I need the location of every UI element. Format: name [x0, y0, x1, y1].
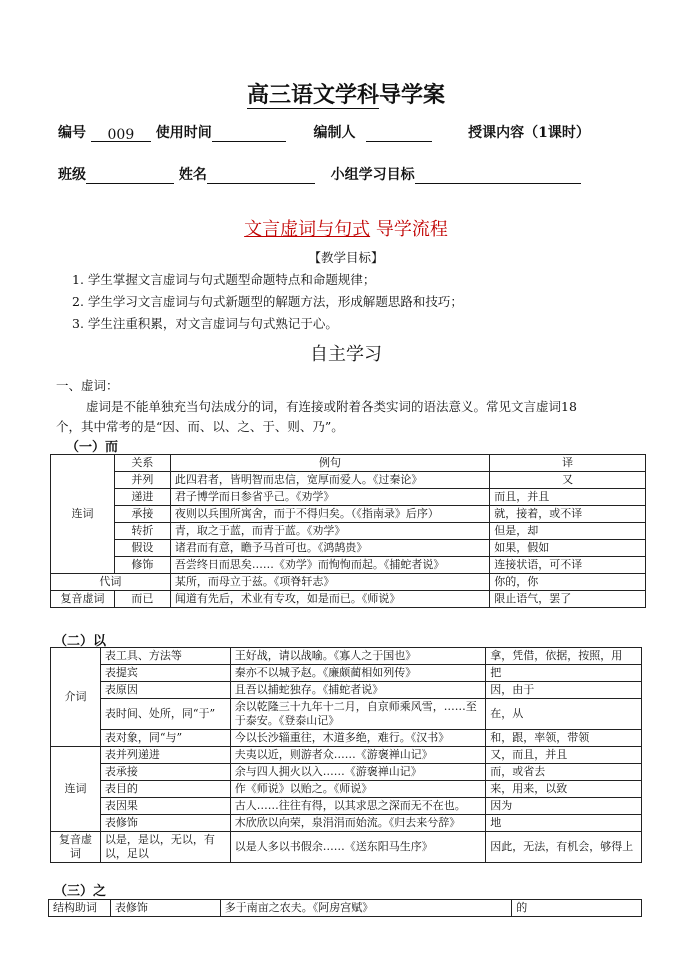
table-row: 复音虚词 而已 闻道有先后，术业有专攻，如是而已。《师说》 限止语气，罢了	[51, 591, 646, 608]
meta-row-1	[58, 122, 590, 142]
table-row: 连词 表并列递进 夫夷以近，则游者众……《游褒禅山记》 又，而且，并且	[51, 747, 642, 764]
table-header-row	[51, 455, 646, 472]
table-row: 表原因 且吾以捕蛇独存。《捕蛇者说》 因，由于	[51, 682, 642, 699]
name-label: 姓名	[178, 167, 207, 183]
table-row: 转折 青，取之于蓝，而青于蓝。《劝学》 但是，却	[51, 523, 646, 540]
goal-item: 2. 学生学习文言虚词与句式新题型的解题方法，形成解题思路和技巧；	[72, 294, 463, 309]
document-title: 高三语文学科导学案	[246, 82, 446, 108]
table-row: 代词 某所，而母立于兹。《项脊轩志》 你的，你	[51, 574, 646, 591]
group-label: 连词	[51, 455, 115, 574]
group-label: 介词	[51, 648, 101, 747]
table-row: 表提宾 秦亦不以城予赵。《廉颇蔺相如列传》 把	[51, 665, 642, 682]
table-row: 递进 君子博学而日参省乎己。《劝学》 而且，并且	[51, 489, 646, 506]
class-label: 班级	[58, 167, 86, 183]
content-label: 授课内容（1课时）	[468, 125, 590, 141]
code-label: 编号	[58, 125, 86, 141]
subsection-yi-label: （二）以	[54, 634, 107, 649]
table-row: 表对象，同“与” 今以长沙辎重往，木道多绝，难行。《汉书》 和，跟，率领，带领	[51, 730, 642, 747]
table-row: 表承接 余与四人拥火以入……《游褒禅山记》 而，或省去	[51, 764, 642, 781]
subsection-zhi-label: （三）之	[54, 884, 107, 899]
editor-field[interactable]	[366, 127, 432, 142]
table-row: 介词 表工具、方法等 王好战，请以战喻。《寡人之于国也》 拿，凭借，依据，按照，用	[51, 648, 642, 665]
group-label: 复音虚词	[51, 832, 101, 863]
goals-heading: 【教学目标】	[308, 250, 384, 265]
table-row: 表因果 古人……往往有得，以其求思之深而无不在也。 因为	[51, 798, 642, 815]
group-label: 连词	[51, 747, 101, 832]
column-header: 例句	[170, 455, 489, 472]
subsection-er-label: （一）而	[66, 440, 119, 455]
code-field[interactable]: 009	[91, 127, 151, 142]
table-row: 复音虚词 以是，是以，无以，有以，足以 以是人多以书假余……《送东阳马生序》 因此，无法，有机会，够得上	[51, 832, 642, 863]
table-row: 结构助词 表修饰 多于南亩之农夫。《阿房宫赋》 的	[49, 900, 642, 917]
table-row: 承接 夜则以兵围所寓舍，而于不得归矣。（《指南录》后序） 就，接着，或不译	[51, 506, 646, 523]
self-study-heading: 自主学习	[310, 344, 382, 365]
meta-row-2	[58, 164, 581, 184]
yi-table	[50, 647, 642, 863]
paragraph-line: 个，其中常考的是“因、而、以、之、于、则、乃”。	[56, 419, 344, 434]
goal-item: 1. 学生掌握文言虚词与句式题型命题特点和命题规律；	[72, 272, 376, 287]
table-row: 假设 诸君而有意，瞻予马首可也。《鸿鹄贵》 如果，假如	[51, 540, 646, 557]
name-field[interactable]	[207, 169, 315, 184]
time-label: 使用时间	[155, 125, 212, 141]
table-row: 表目的 作《师说》以贻之。《师说》 来，用来，以致	[51, 781, 642, 798]
table-row: 表时间、处所，同“于” 余以乾隆三十九年十二月，自京师乘风雪，……至于泰安。《登泰山记》 在，从	[51, 699, 642, 730]
paragraph-line: 虚词是不能单独充当句法成分的词，有连接或附着各类实词的语法意义。常见文言虚词18	[86, 399, 577, 414]
time-field[interactable]	[212, 127, 286, 142]
table-row: 表修饰 木欣欣以向荣，泉涓涓而始流。《归去来兮辞》 地	[51, 815, 642, 832]
column-header: 译	[490, 455, 646, 472]
table-row: 并列 此四君者，皆明智而忠信，宽厚而爱人。《过秦论》 又	[51, 472, 646, 489]
table-row: 修饰 吾尝终日而思矣……《劝学》而恂恂而起。《捕蛇者说》 连接状语，可不译	[51, 557, 646, 574]
er-table	[50, 454, 646, 608]
section-heading: 一、虚词：	[56, 378, 119, 393]
class-field[interactable]	[86, 169, 174, 184]
group-goal-label: 小组学习目标	[330, 167, 415, 183]
group-goal-field[interactable]	[415, 169, 581, 184]
editor-label: 编制人	[313, 125, 356, 141]
goal-item: 3. 学生注重积累，对文言虚词与句式熟记于心。	[72, 316, 338, 331]
column-header: 关系	[114, 455, 170, 472]
lesson-title: 文言虚词与句式 导学流程	[244, 219, 448, 240]
zhi-table	[48, 899, 642, 917]
